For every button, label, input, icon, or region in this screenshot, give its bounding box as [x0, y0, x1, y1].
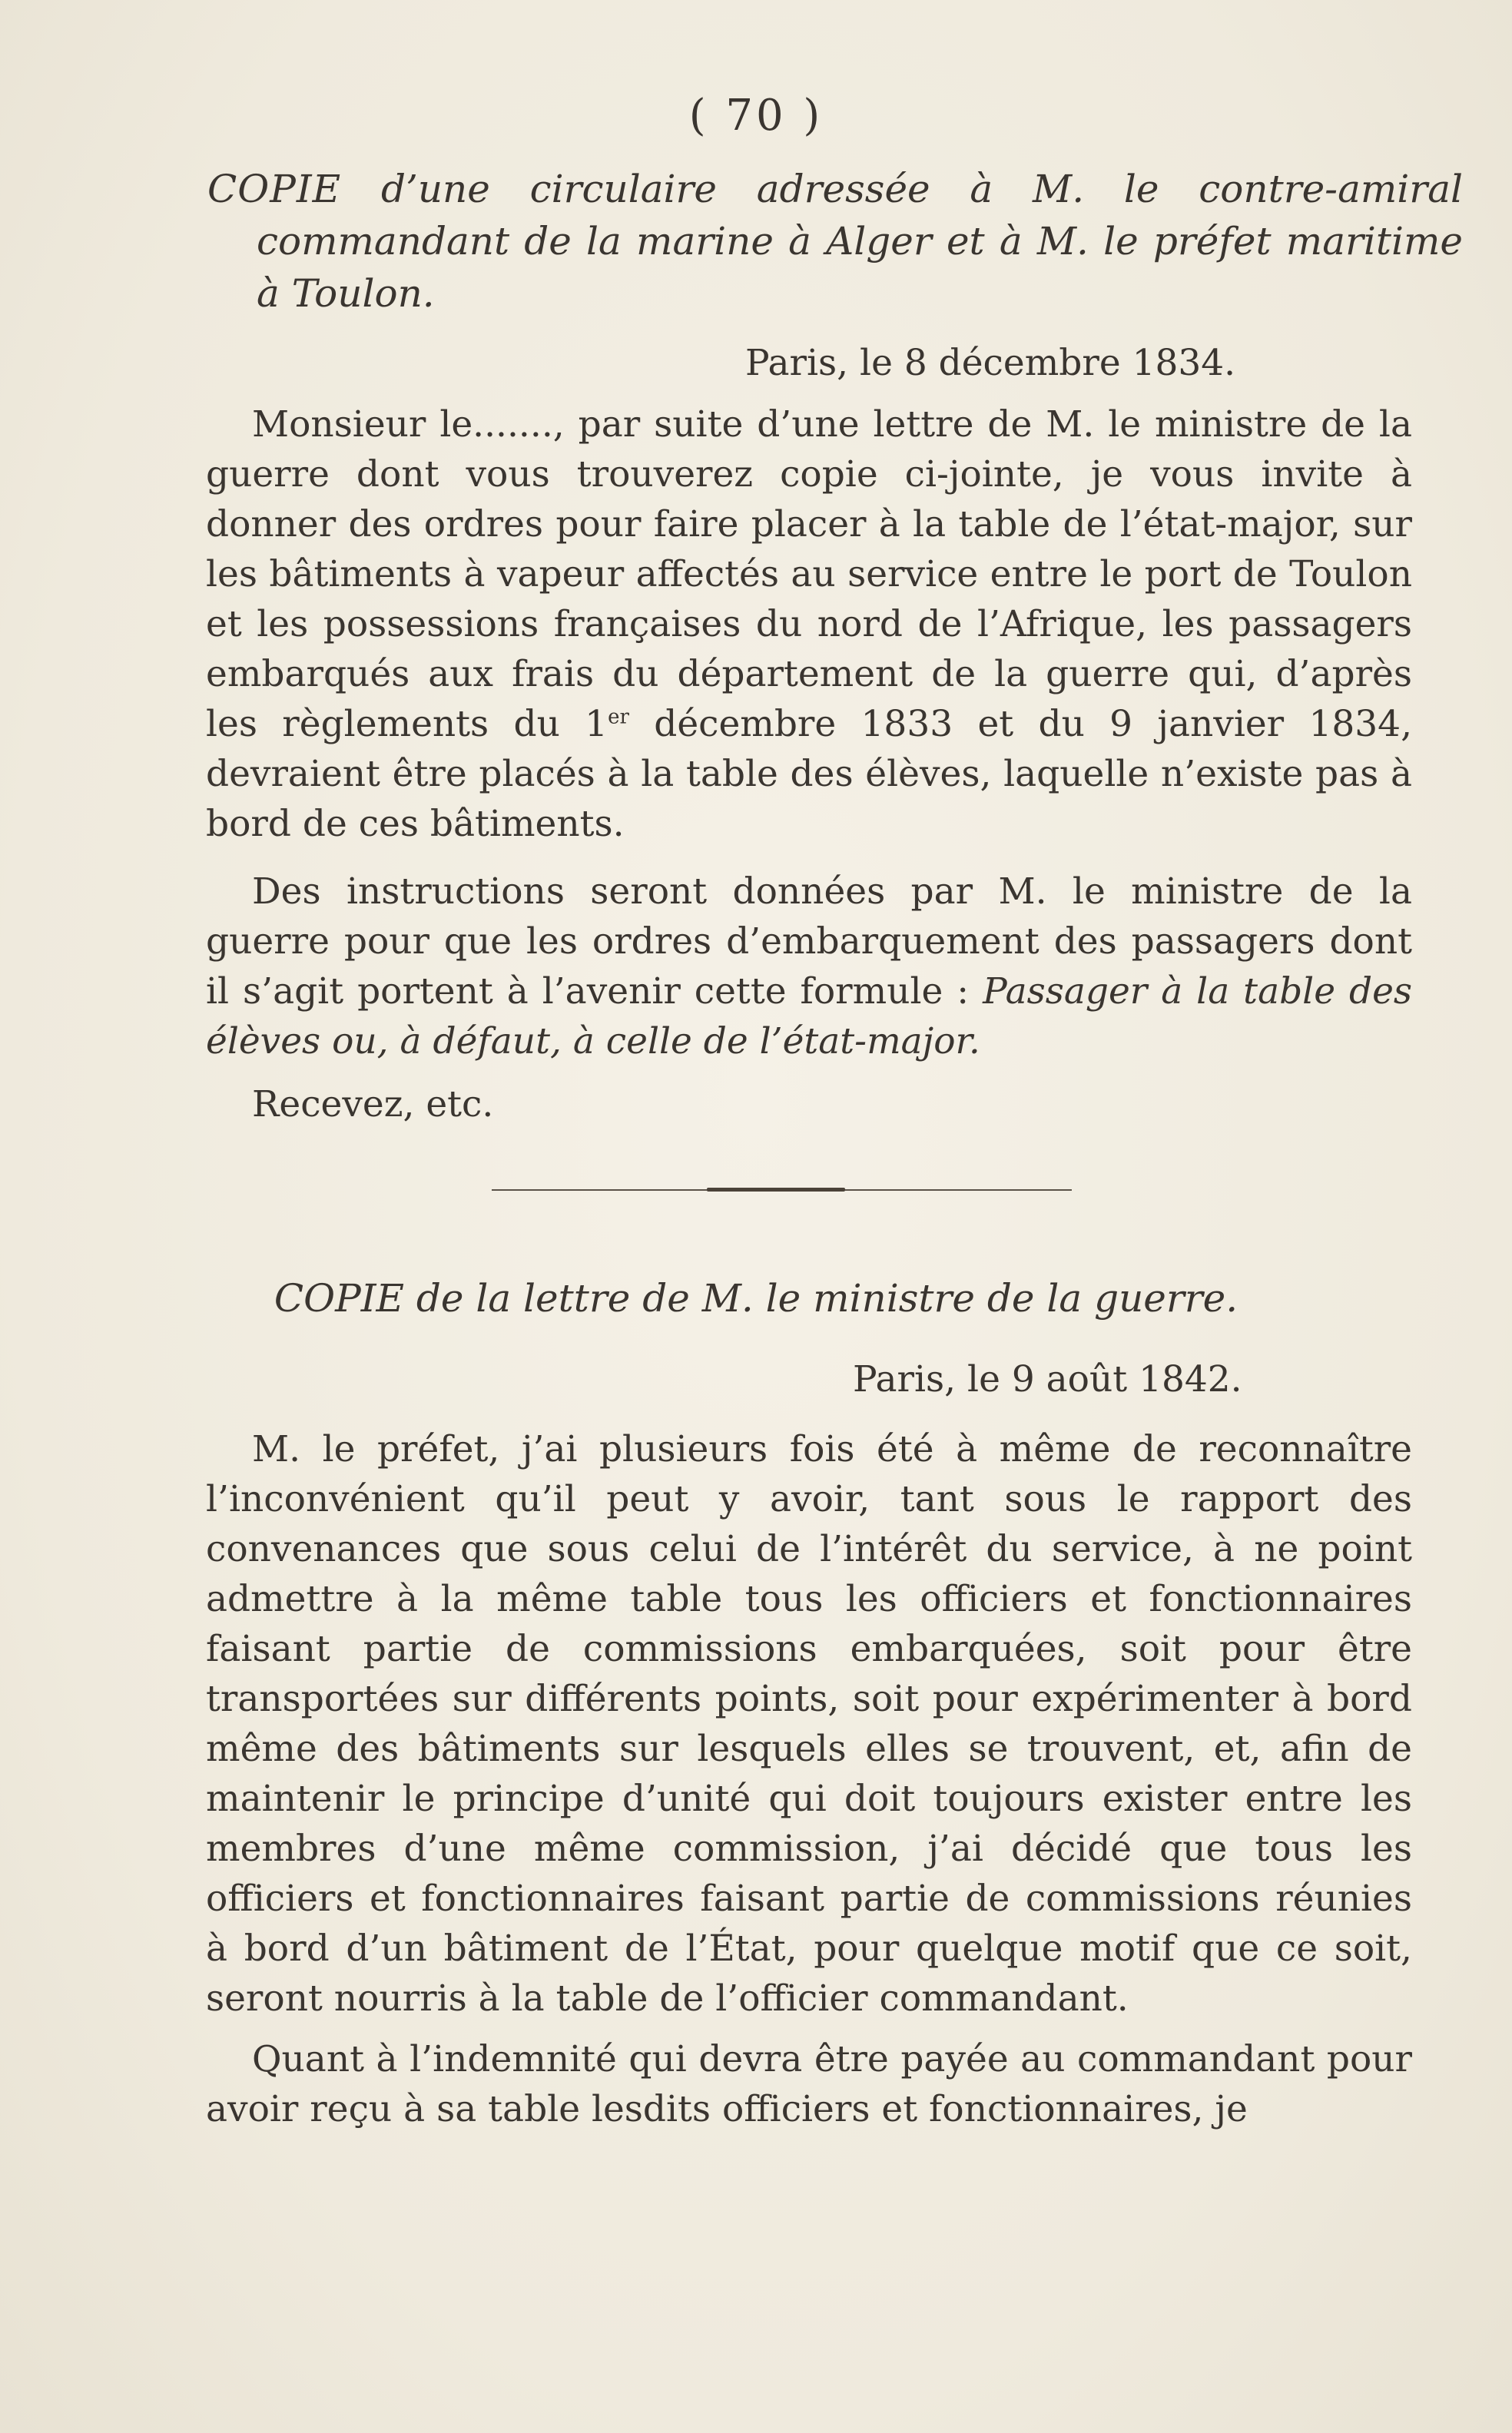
circular-paragraph-1-text-b: décembre 1833 et du 9 janvier 1834, devraient être placés à la table des élèves, laquelle n’existe pas à bord de ces bâtiments.	[206, 703, 1413, 845]
circular-title	[207, 163, 1463, 320]
circular-title-lead: COPIE	[207, 167, 342, 211]
letter-paragraph-2: Quant à l’indemnité qui devra être payée au commandant pour avoir reçu à sa table lesdits officiers et fonctionnaires, je	[206, 2038, 1412, 2130]
letter-date: Paris, le 9 août 1842.	[853, 1358, 1242, 1400]
letter-title: COPIE de la lettre de M. le ministre de la guerre.	[274, 1276, 1238, 1321]
circular-paragraph-2	[206, 867, 1412, 1066]
circular-paragraph-1-text-a: Monsieur le......., par suite d’une lettre de M. le ministre de la guerre dont vous trouverez copie ci-jointe, je vous invite à donner des ordres pour faire placer à la table de l’état-major, sur les bâtiments à vapeur affectés au service entre le port de Toulon et les possessions françaises du nord de l’Afrique, les passagers embarqués aux frais du département de la guerre qui, d’après les règlements du 1	[206, 403, 1412, 745]
letter-paragraph-1: M. le préfet, j’ai plusieurs fois été à même de reconnaître l’inconvénient qu’il peut y avoir, tant sous le rapport des convenances que sous celui de l’intérêt du service, à ne point admettre à la même table tous les officiers et fonctionnaires faisant partie de commissions embarquées, soit pour être transportées sur différents points, soit pour expérimenter à bord même des bâtiments sur lesquels elles se trouvent, et, afin de maintenir le principe d’unité qui doit toujours exister entre les membres d’une même commission, j’ai décidé que tous les officiers et fonctionnaires faisant partie de commissions réunies à bord d’un bâtiment de l’État, pour quelque motif que ce soit, seront nourris à la table de l’officier commandant.	[206, 1428, 1412, 2020]
circular-closing: Recevez, etc.	[252, 1083, 494, 1125]
circular-date: Paris, le 8 décembre 1834.	[745, 342, 1236, 384]
page-number: ( 70 )	[688, 91, 824, 141]
circular-title-rest: d’une circulaire adressée à M. le contre-amiral commandant de la marine à Alger et à M. le préfet maritime à Toulon.	[257, 167, 1463, 316]
circular-paragraph-2-formula: Passager à la table des élèves ou, à défaut, à celle de l’état-major.	[206, 970, 1413, 1062]
section-divider	[492, 1189, 1072, 1191]
circular-paragraph-2-text: Des instructions seront données par M. le ministre de la guerre pour que les ordres d’embarquement des passagers dont il s’agit portent à l’avenir cette formule :	[206, 870, 1412, 1013]
circular-paragraph-1-superscript: er	[608, 705, 629, 729]
circular-paragraph-1	[206, 399, 1412, 849]
